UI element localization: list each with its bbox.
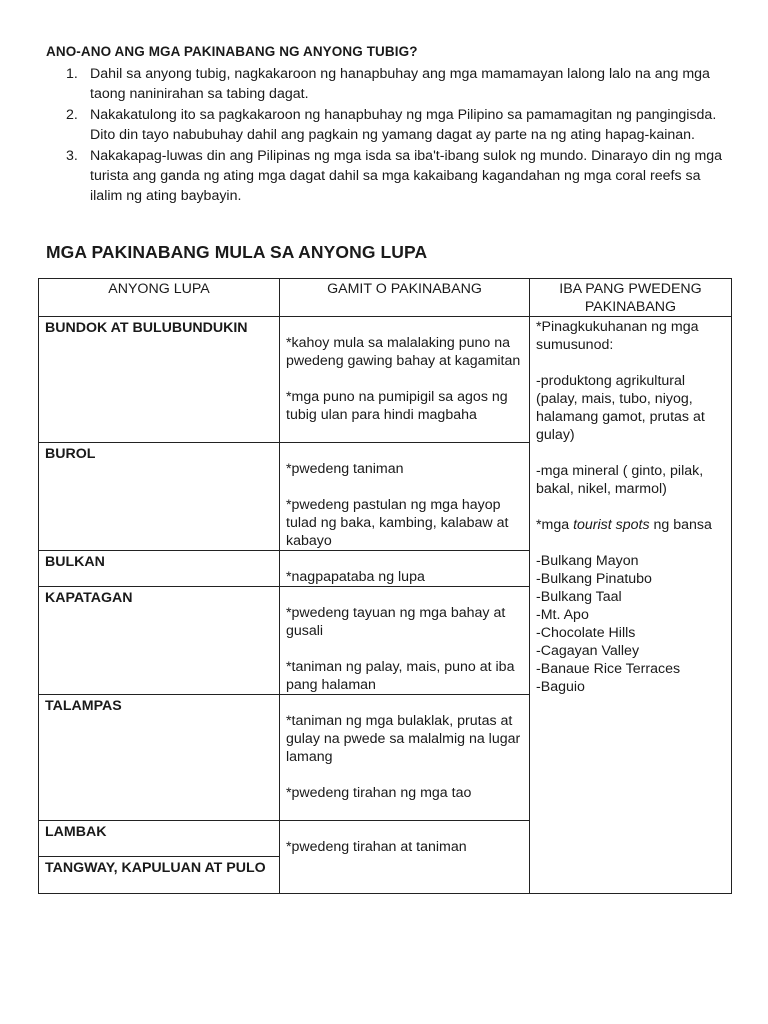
- shared-use-cell: [280, 821, 530, 894]
- use-item: *taniman ng palay, mais, puno at iba pang halaman: [286, 659, 515, 693]
- tourist-suffix: ng bansa: [653, 517, 712, 533]
- use-item: *nagpapataba ng lupa: [286, 569, 425, 585]
- tourist-emphasis: tourist spots: [573, 517, 650, 533]
- other-tourist: [536, 516, 725, 534]
- tourist-spot: -Bulkang Pinatubo: [536, 571, 652, 587]
- tubig-heading: ANO-ANO ANG MGA PAKINABANG NG ANYONG TUBIG?: [46, 44, 418, 59]
- tourist-spot: -Mt. Apo: [536, 607, 589, 623]
- tourist-spot: -Cagayan Valley: [536, 643, 640, 659]
- column-header-anyong-lupa: ANYONG LUPA: [39, 279, 280, 317]
- list-item: [46, 64, 736, 105]
- use-item: *kahoy mula sa malalaking puno na pwedeng gawing bahay at kagamitan: [286, 335, 521, 369]
- tourist-spot: -Baguio: [536, 679, 585, 695]
- column-header-iba-pa: IBA PANG PWEDENG PAKINABANG: [530, 279, 732, 317]
- other-mineral: -mga mineral ( ginto, pilak, bakal, nikel, marmol): [536, 463, 704, 497]
- use-item: *pwedeng tayuan ng mga bahay at gusali: [286, 605, 506, 639]
- list-item-text: Nakakapag-luwas din ang Pilipinas ng mga isda sa iba't-ibang sulok ng mundo. Dinarayo din ng mga turista ang ganda ng ating mga dagat dahil sa mga kakaibang kagandahan ng mga coral reefs sa ilalim ng ating baybayin.: [90, 147, 723, 205]
- table-header-row: [39, 279, 732, 317]
- lupa-heading: MGA PAKINABANG MULA SA ANYONG LUPA: [46, 242, 428, 262]
- land-uses: [280, 443, 530, 551]
- use-item: *pwedeng tirahan at taniman: [286, 839, 467, 855]
- land-uses: [280, 551, 530, 587]
- list-item-number: 1.: [66, 66, 78, 82]
- tourist-spot: -Chocolate Hills: [536, 625, 636, 641]
- list-item: [46, 146, 736, 207]
- list-item-number: 3.: [66, 147, 78, 164]
- column-header-gamit: GAMIT O PAKINABANG: [280, 279, 530, 317]
- land-uses: [280, 587, 530, 695]
- tourist-spot: -Banaue Rice Terraces: [536, 661, 681, 677]
- land-name: TANGWAY, KAPULUAN AT PULO: [39, 857, 280, 894]
- list-item: [46, 105, 736, 146]
- tourist-spot-list: [536, 552, 725, 696]
- other-intro: *Pinagkukuhanan ng mga sumusunod:: [536, 319, 699, 353]
- list-item-text: Dahil sa anyong tubig, nagkakaroon ng hanapbuhay ang mga mamamayan lalong lalo na ang mga taong naninirahan sa tabing dagat.: [90, 66, 710, 103]
- lupa-table: [38, 278, 732, 894]
- tourist-spot: -Bulkang Mayon: [536, 553, 639, 569]
- use-item: *pwedeng taniman: [286, 461, 404, 477]
- land-name: LAMBAK: [39, 821, 280, 857]
- list-item-number: 2.: [66, 106, 78, 123]
- use-item: *pwedeng tirahan ng mga tao: [286, 785, 472, 801]
- list-item-text: Nakakatulong ito sa pagkakaroon ng hanapbuhay ng mga Pilipino sa pamamagitan ng pangingisda. Dito din tayo nabubuhay dahil ang pagkain ng yamang dagat ay parte na ng ating hapag-kainan.: [90, 106, 717, 144]
- land-name: TALAMPAS: [39, 695, 280, 821]
- land-name: BUROL: [39, 443, 280, 551]
- land-name: KAPATAGAN: [39, 587, 280, 695]
- use-item: *taniman ng mga bulaklak, prutas at gulay na pwede sa malalmig na lugar lamang: [286, 713, 521, 765]
- use-item: *pwedeng pastulan ng mga hayop tulad ng baka, kambing, kalabaw at kabayo: [286, 497, 509, 549]
- land-uses: [280, 317, 530, 443]
- land-name: BULKAN: [39, 551, 280, 587]
- tourist-spot: -Bulkang Taal: [536, 589, 622, 605]
- land-name: BUNDOK AT BULUBUNDUKIN: [39, 317, 280, 443]
- other-agri: -produktong agrikultural (palay, mais, tubo, niyog, halamang gamot, prutas at gulay): [536, 373, 705, 443]
- use-item: *mga puno na pumipigil sa agos ng tubig ulan para hindi magbaha: [286, 389, 508, 423]
- tubig-list: [46, 64, 736, 207]
- tourist-prefix: *mga: [536, 517, 570, 533]
- table-row: [39, 317, 732, 443]
- other-uses-cell: [530, 317, 732, 894]
- land-uses: [280, 695, 530, 821]
